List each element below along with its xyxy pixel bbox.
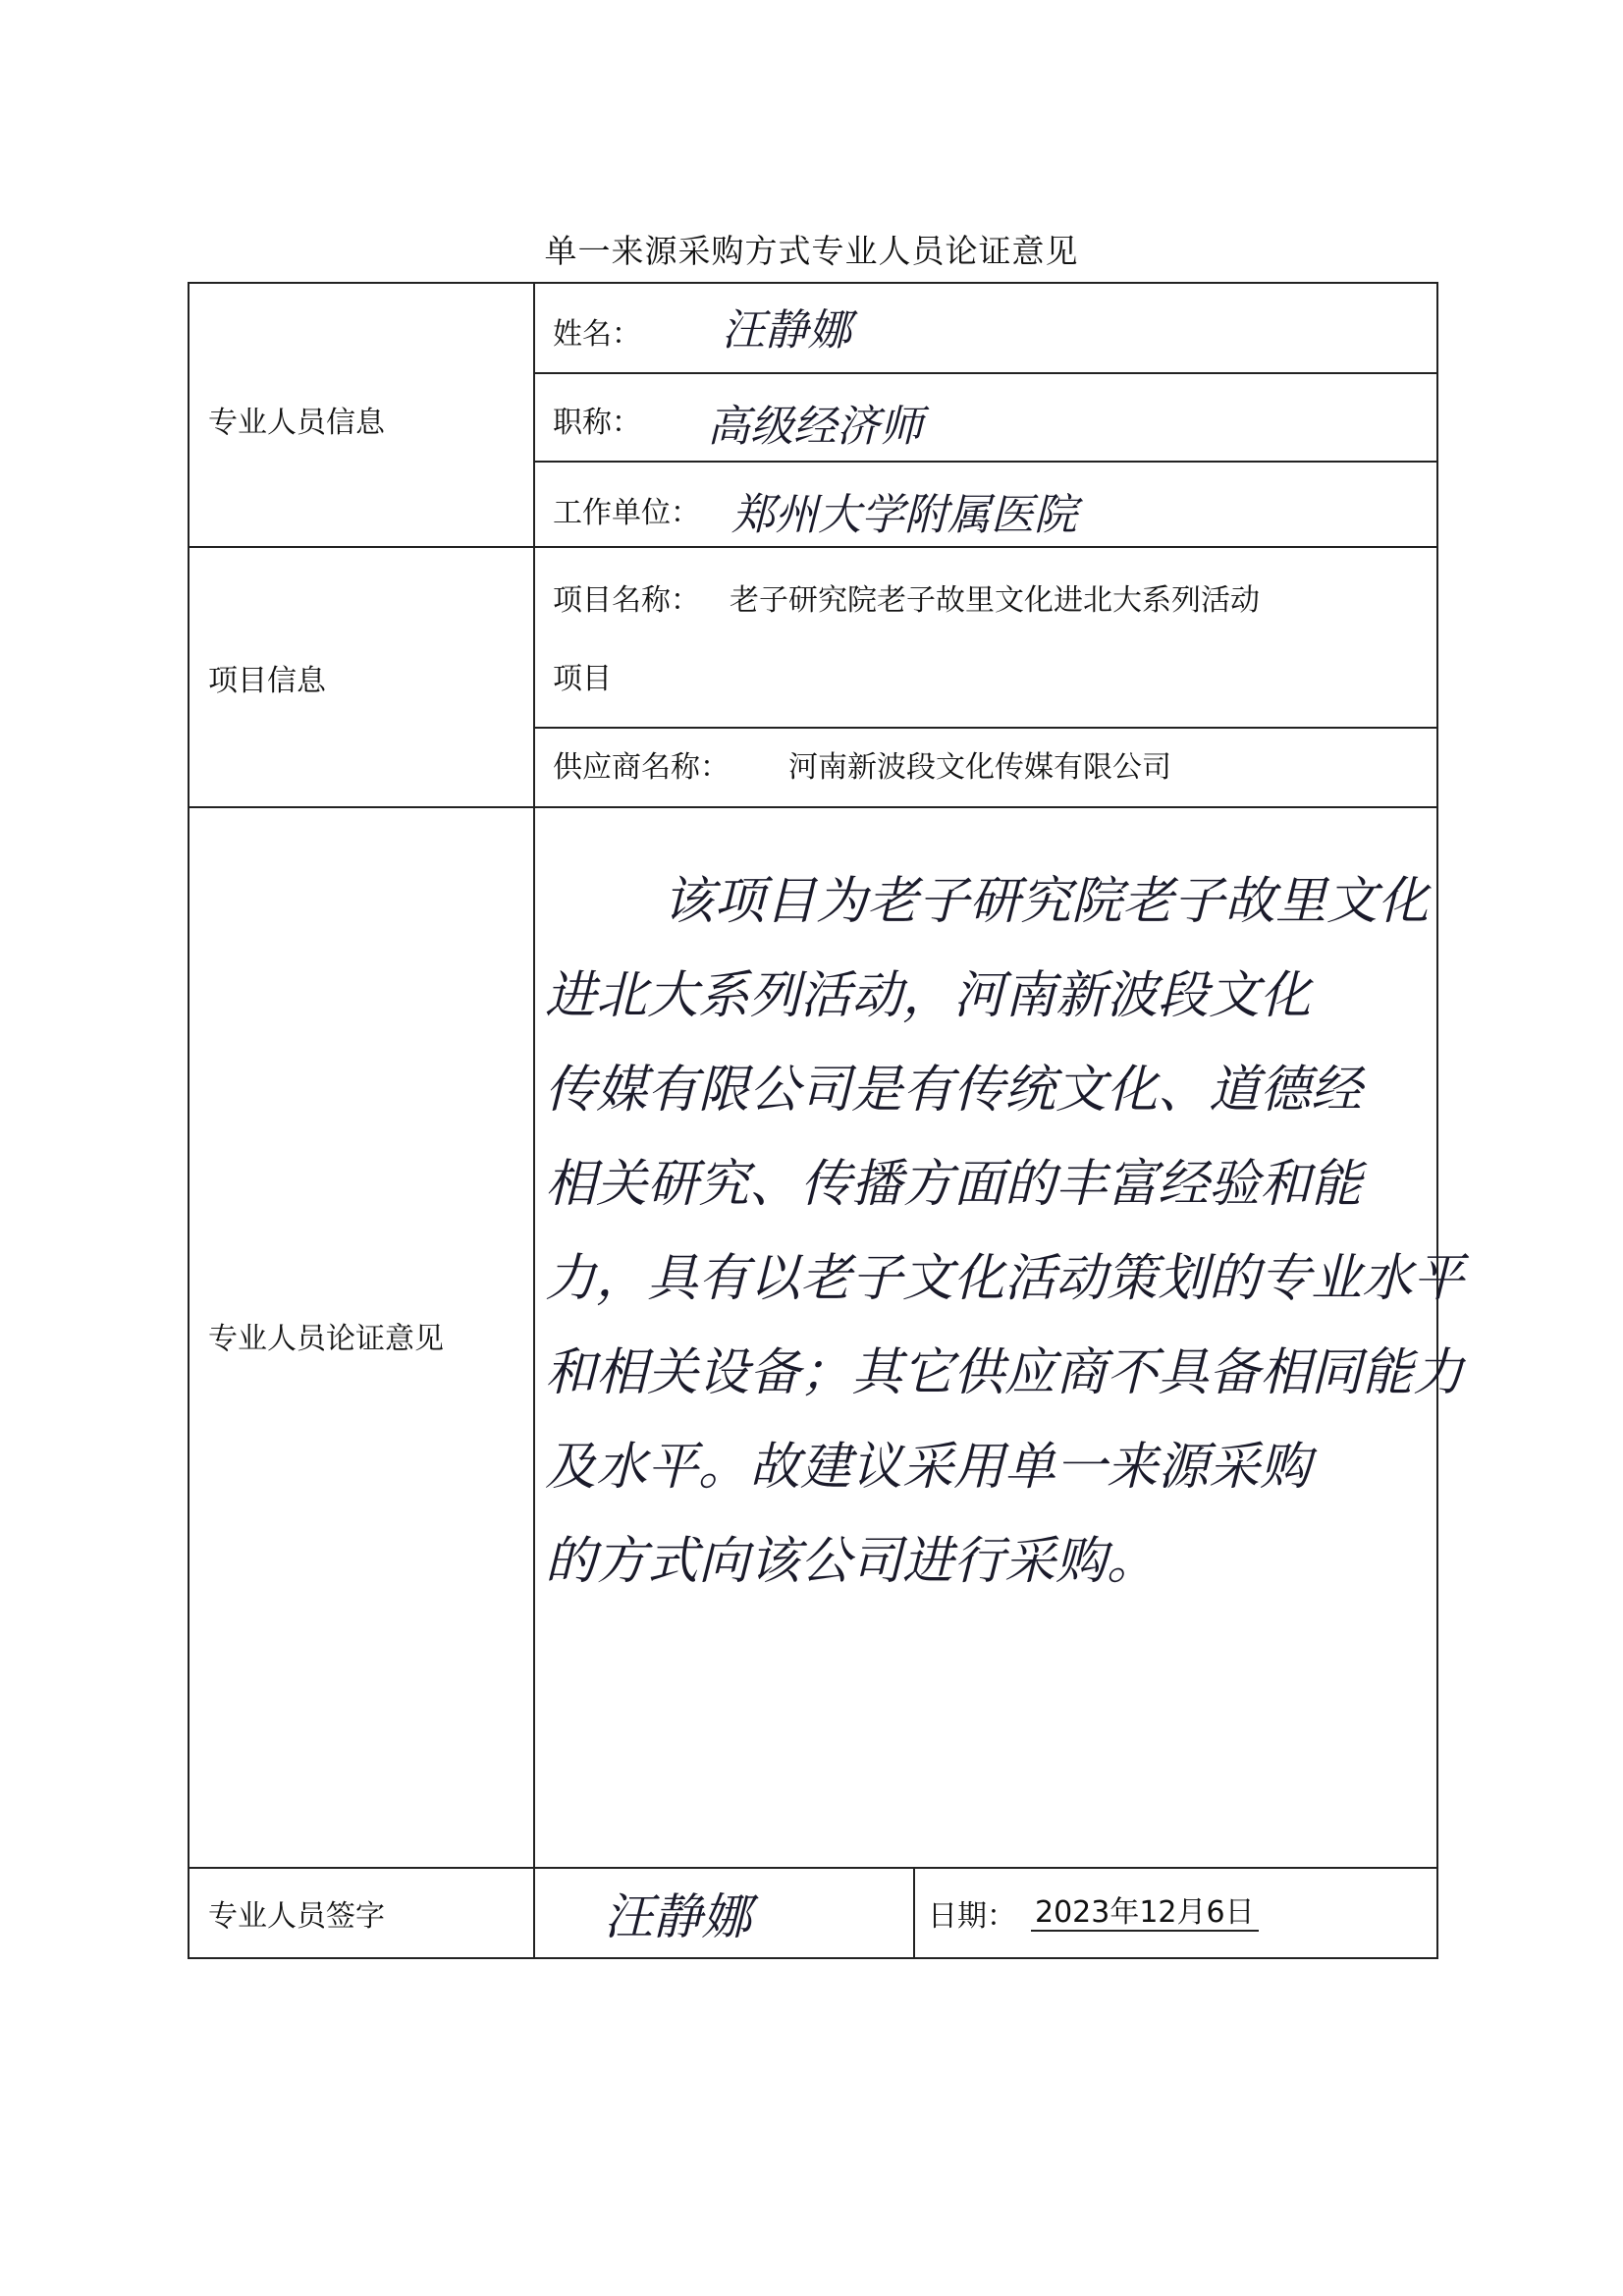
row-divider [189,806,1436,808]
document-title: 单一来源采购方式专业人员论证意见 [544,232,1079,270]
date-label: 日期： [928,1899,1016,1934]
column-divider [913,1867,915,1957]
signature-value: 汪静娜 [604,1888,751,1945]
title-value: 高级经济师 [707,402,923,452]
unit-label: 工作单位： [553,496,700,530]
name-value: 汪静娜 [722,305,851,355]
title-label: 职称： [553,406,641,440]
supplier-value: 河南新波段文化传媒有限公司 [788,750,1171,785]
row-divider [533,727,1436,729]
supplier-label: 供应商名称： [553,750,730,785]
column-divider [533,284,535,1957]
opinion-line: 力，具有以老子文化活动策划的专业水平 [545,1249,1465,1308]
opinion-line: 的方式向该公司进行采购。 [545,1532,1159,1591]
row-divider [533,372,1436,374]
row-divider [533,461,1436,463]
opinion-line: 该项目为老子研究院老子故里文化 [663,872,1430,931]
unit-value: 郑州大学附属医院 [731,490,1077,540]
opinion-section-label: 专业人员论证意见 [208,1322,444,1356]
opinion-line: 相关研究、传播方面的丰富经验和能 [545,1155,1363,1214]
opinion-line: 进北大系列活动，河南新波段文化 [545,966,1312,1025]
row-divider [189,1867,1436,1869]
row-divider [189,546,1436,548]
project-name-label: 项目名称： [553,583,700,618]
personnel-section-label: 专业人员信息 [208,406,385,440]
opinion-text [545,854,1465,1609]
name-label: 姓名： [553,317,641,352]
opinion-line: 及水平。故建议采用单一来源采购 [545,1438,1312,1497]
date-value [1031,1887,1259,1931]
project-name-value-cont: 项目 [553,662,612,696]
project-name-value: 老子研究院老子故里文化进北大系列活动 [730,583,1260,618]
project-section-label: 项目信息 [208,664,326,698]
opinion-line: 和相关设备；其它供应商不具备相同能力 [545,1343,1465,1402]
signature-label: 专业人员签字 [208,1899,385,1934]
opinion-line: 传媒有限公司是有传统文化、道德经 [545,1061,1363,1120]
date-text: 2023年12月6日 [1031,1895,1259,1932]
